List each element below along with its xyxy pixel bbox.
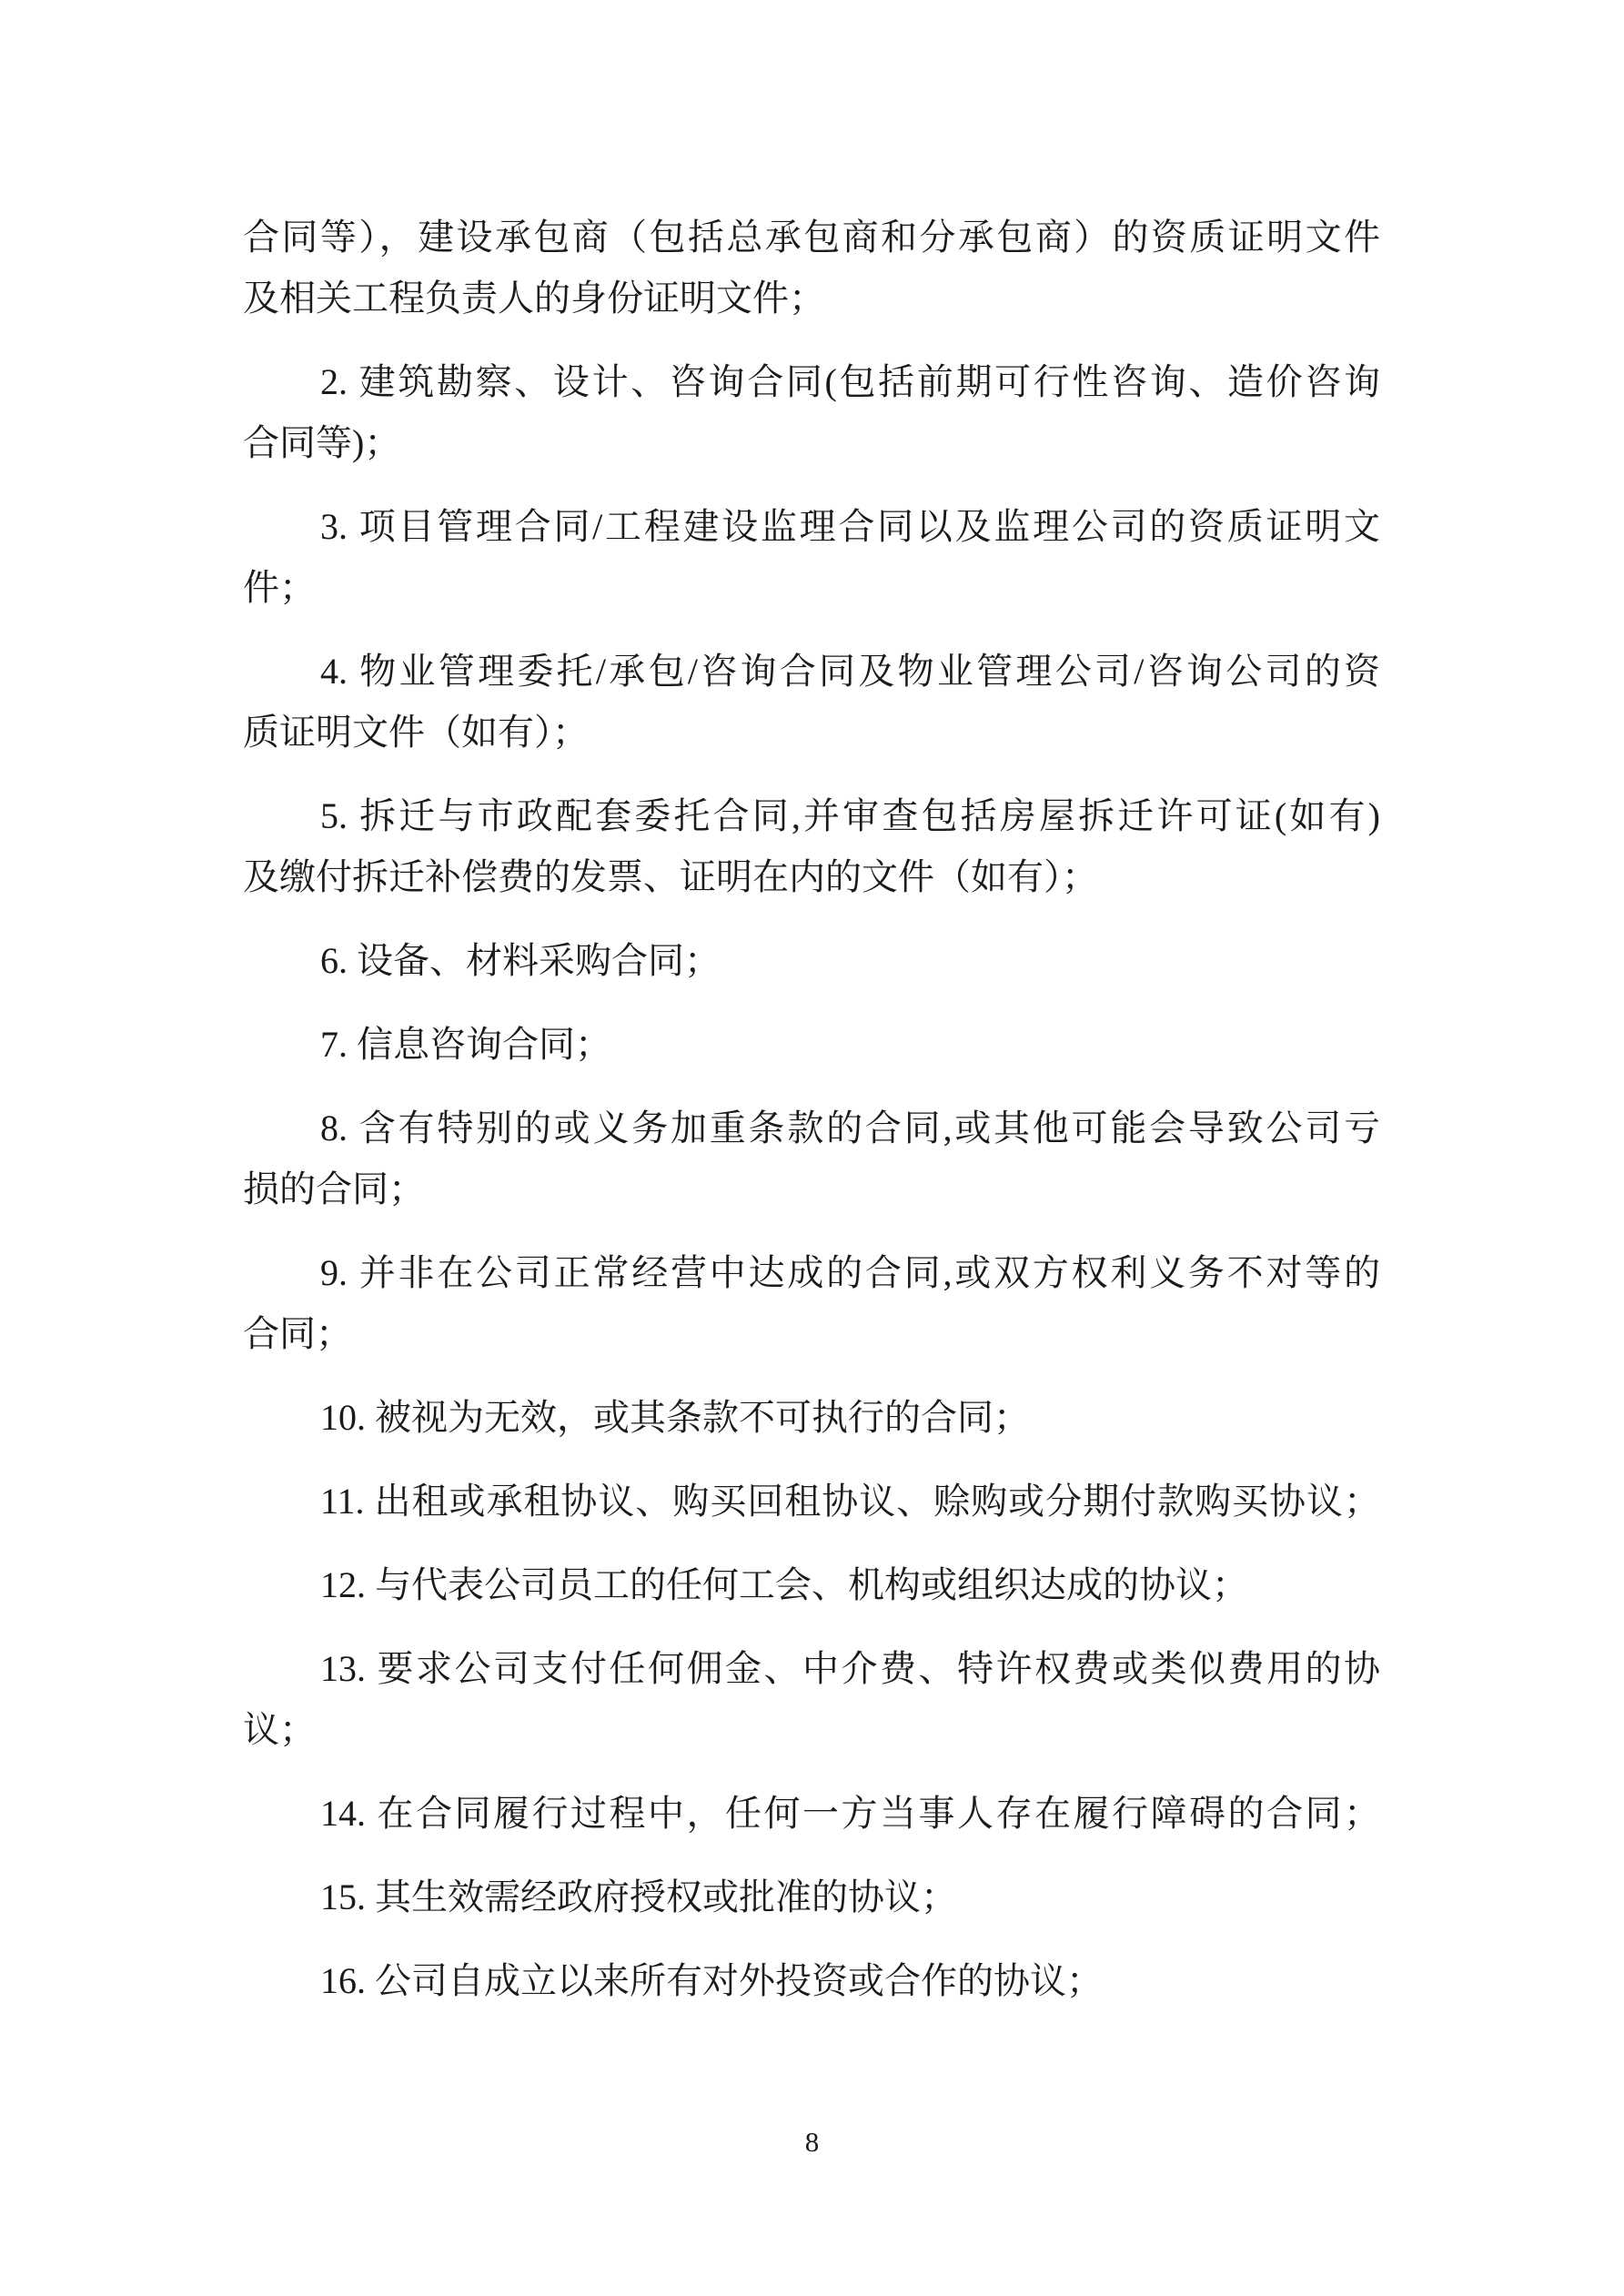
text-line: 11. 出租或承租协议、购买回租协议、赊购或分期付款购买协议； bbox=[320, 1481, 1380, 1522]
text-line: 合同等），建设承包商（包括总承包商和分承包商）的资质证明文件 bbox=[243, 217, 1380, 258]
paragraph-item-13 bbox=[243, 1638, 1380, 1760]
text-line: 3. 项目管理合同/工程建设监理合同以及监理公司的资质证明文 bbox=[320, 506, 1380, 547]
text-line: 4. 物业管理委托/承包/咨询合同及物业管理公司/咨询公司的资 bbox=[320, 651, 1380, 692]
document-body bbox=[243, 207, 1380, 2034]
text-line: 8. 含有特别的或义务加重条款的合同,或其他可能会导致公司亏 bbox=[320, 1108, 1380, 1148]
text-line: 及缴付拆迁补偿费的发票、证明在内的文件（如有）； bbox=[243, 856, 1098, 897]
paragraph-item-11 bbox=[243, 1471, 1380, 1532]
paragraph-item-12 bbox=[243, 1554, 1380, 1615]
text-line: 6. 设备、材料采购合同； bbox=[320, 940, 721, 981]
page-number: 8 bbox=[804, 2126, 820, 2158]
text-line: 件； bbox=[243, 567, 316, 608]
paragraph-item-3 bbox=[243, 496, 1380, 618]
text-line: 7. 信息咨询合同； bbox=[320, 1024, 611, 1065]
text-line: 13. 要求公司支付任何佣金、中介费、特许权费或类似费用的协 bbox=[320, 1648, 1380, 1689]
text-line: 16. 公司自成立以来所有对外投资或合作的协议； bbox=[320, 1960, 1103, 2001]
page-footer bbox=[0, 2124, 1624, 2160]
paragraph-item-2 bbox=[243, 351, 1380, 473]
text-line: 质证明文件（如有）； bbox=[243, 712, 589, 753]
text-line: 9. 并非在公司正常经营中达成的合同,或双方权利义务不对等的 bbox=[320, 1252, 1380, 1293]
text-line: 合同等)； bbox=[243, 422, 401, 463]
text-line: 5. 拆迁与市政配套委托合同,并审查包括房屋拆迁许可证(如有) bbox=[320, 795, 1380, 836]
paragraph-item-9 bbox=[243, 1242, 1380, 1364]
paragraph-item-16 bbox=[243, 1950, 1380, 2011]
paragraph-item-10 bbox=[243, 1387, 1380, 1448]
text-line: 10. 被视为无效，或其条款不可执行的合同； bbox=[320, 1397, 1030, 1438]
text-line: 议； bbox=[243, 1709, 316, 1750]
text-line: 12. 与代表公司员工的任何工会、机构或组织达成的协议； bbox=[320, 1564, 1248, 1605]
paragraph-item-1-continuation bbox=[243, 207, 1380, 329]
text-line: 合同； bbox=[243, 1313, 352, 1354]
paragraph-item-5 bbox=[243, 785, 1380, 907]
text-line: 14. 在合同履行过程中，任何一方当事人存在履行障碍的合同； bbox=[320, 1793, 1380, 1834]
text-line: 及相关工程负责人的身份证明文件； bbox=[243, 278, 825, 319]
text-line: 2. 建筑勘察、设计、咨询合同(包括前期可行性咨询、造价咨询 bbox=[320, 361, 1380, 402]
paragraph-item-8 bbox=[243, 1097, 1380, 1219]
paragraph-item-6 bbox=[243, 930, 1380, 991]
paragraph-item-7 bbox=[243, 1014, 1380, 1075]
paragraph-item-4 bbox=[243, 641, 1380, 763]
paragraph-item-15 bbox=[243, 1866, 1380, 1927]
text-line: 15. 其生效需经政府授权或批准的协议； bbox=[320, 1876, 957, 1917]
paragraph-item-14 bbox=[243, 1783, 1380, 1844]
text-line: 损的合同； bbox=[243, 1168, 425, 1209]
